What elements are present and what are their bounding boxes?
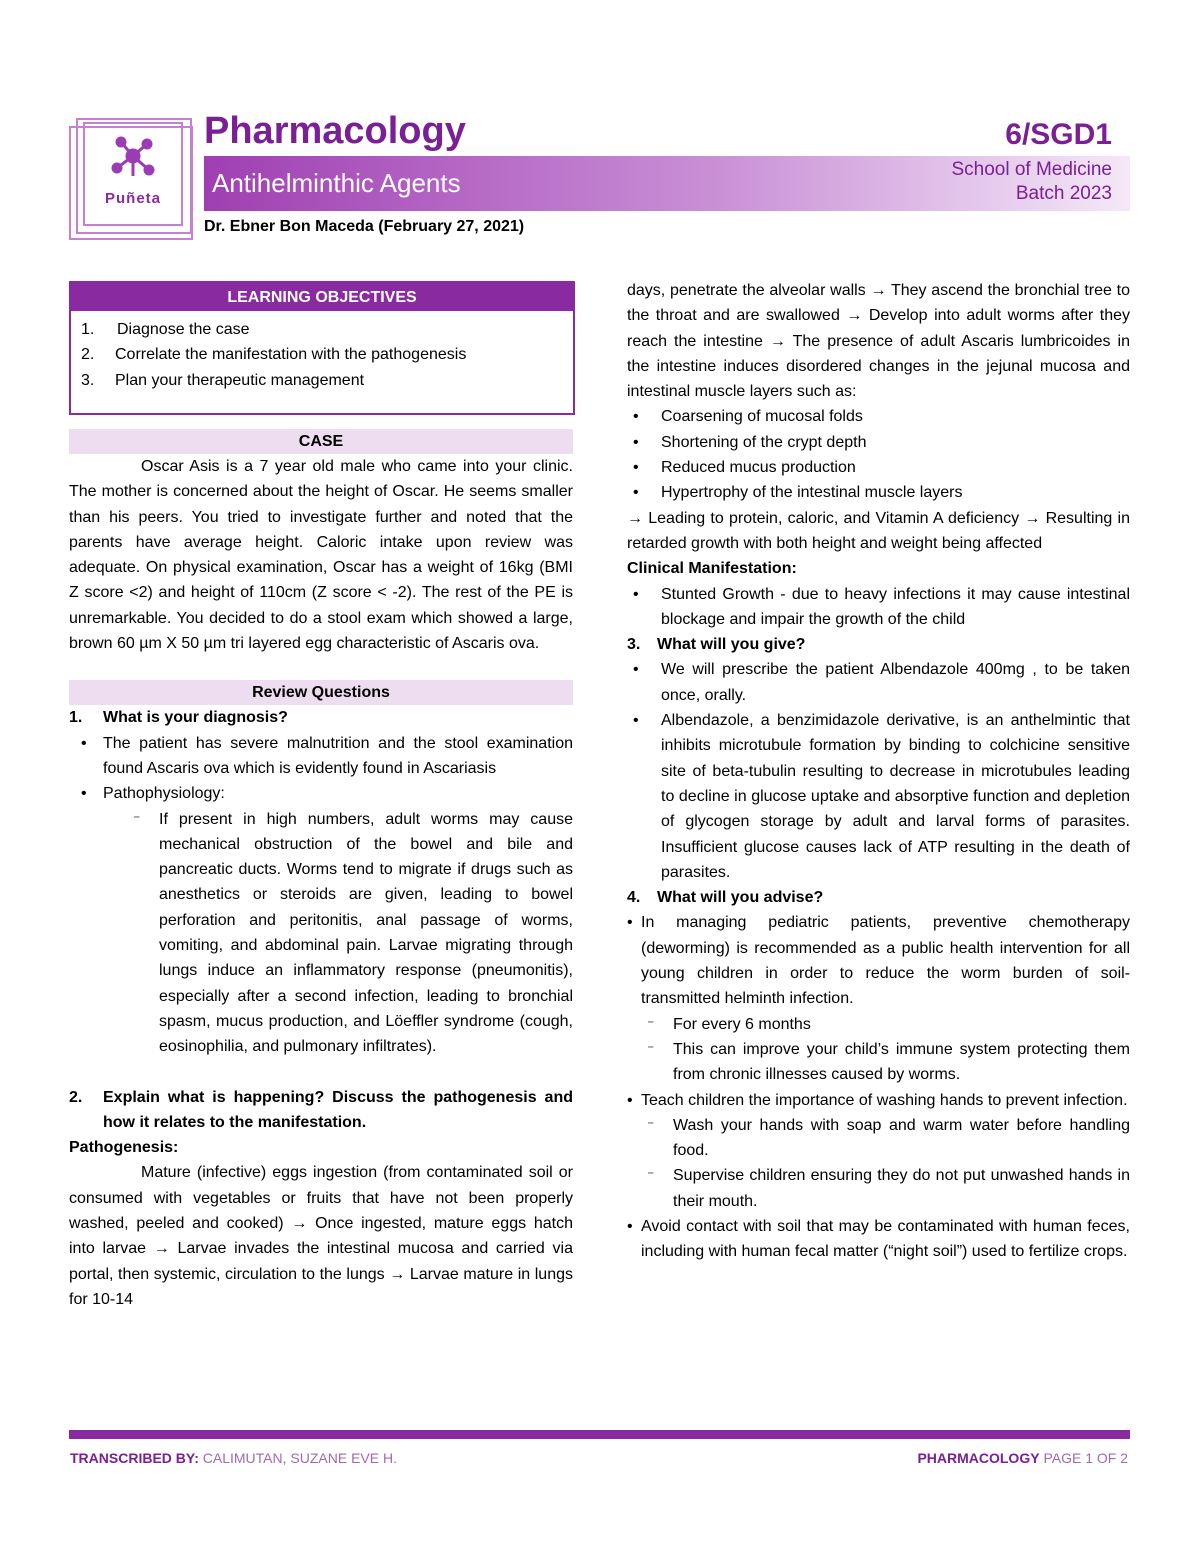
school-name: School of Medicine <box>951 159 1112 180</box>
question-text: What will you give? <box>657 636 806 654</box>
review-heading: Review Questions <box>69 680 573 705</box>
question-number: 2. <box>69 1088 83 1106</box>
bullet: • <box>633 484 639 502</box>
objective-number: 2. <box>81 346 95 364</box>
page-number: PAGE 1 OF 2 <box>1043 1450 1128 1466</box>
list-item <box>627 480 1130 505</box>
pathogenesis-label: Pathogenesis: <box>69 1139 179 1157</box>
bullet: • <box>633 408 639 426</box>
logo-text: Puñeta <box>104 190 161 207</box>
bullet: • <box>81 785 87 803</box>
answer-text: The patient has severe malnutrition and the stool examination found Ascaris ova which is evidently found in Ascariasis <box>103 734 573 777</box>
case-text: Oscar Asis is a 7 year old male who came into your clinic. The mother is concerned about the height of Oscar. He seems smaller than his peers. You tried to investigate further and noted that the parents have average height. Caloric intake upon review was adequate. On physical examination, Oscar has a weight of 16kg (BMI Z score <2) and height of 110cm (Z score < -2). The rest of the PE is unremarkable. You decided to do a stool exam which showed a large, brown 60 µm X 50 µm tri layered egg characteristic of Ascaris ova. <box>69 458 573 653</box>
dash-bullet: ⁻ <box>133 810 141 827</box>
advice-text: In managing pediatric patients, preventive chemotherapy (deworming) is recommended as a public health intervention for all young children in order to reduce the worm burden of soil-transmitted helminth infection. <box>641 914 1130 1008</box>
bullet: • <box>633 459 639 477</box>
change-text: Coarsening of mucosal folds <box>661 408 863 426</box>
list-item <box>69 807 573 1060</box>
objective-item <box>81 368 573 393</box>
course-code: 6/SGD1 <box>1005 118 1112 151</box>
advice-text: Teach children the importance of washing hands to prevent infection. <box>641 1091 1128 1109</box>
list-item <box>627 582 1130 633</box>
answer-text: Pathophysiology: <box>103 785 225 803</box>
bullet: • <box>633 585 639 603</box>
advice-sub-text: For every 6 months <box>673 1015 811 1033</box>
question-2 <box>69 1085 573 1136</box>
advice-sub-text: Wash your hands with soap and warm water before handling food. <box>673 1116 1130 1160</box>
list-item <box>627 657 1130 708</box>
list-item <box>627 910 1130 1011</box>
question-text: What is your diagnosis? <box>103 709 288 727</box>
advice-text: Avoid contact with soil that may be contaminated with human feces, including with human fecal matter (“night soil”) used to fertilize crops. <box>641 1217 1130 1261</box>
list-item <box>627 1088 1130 1113</box>
objectives-list <box>71 311 573 393</box>
right-column <box>627 278 1130 1265</box>
dash-bullet: ⁻ <box>647 1015 655 1032</box>
question-number: 1. <box>69 709 83 727</box>
list-item <box>627 1214 1130 1265</box>
pathophysiology-text: If present in high numbers, adult worms may cause mechanical obstruction of the bowel and bile and pancreatic ducts. Worms tend to migrate if drugs such as anesthetics or steroids are given, leading to bowel perforation and peritonitis, anal passage of worms, vomiting, and abdominal pain. Larvae migrating through lungs induce an inflammatory response (pneumonitis), especially after a second infection, leading to bronchial spasm, mucus production, and Löeffler syndrome (cough, eosinophilia, and pulmonary infiltrates). <box>159 810 573 1056</box>
dash-bullet: ⁻ <box>647 1116 655 1133</box>
footer-transcriber <box>70 1450 397 1466</box>
bullet: • <box>627 1091 633 1109</box>
advice-sub-text: Supervise children ensuring they do not put unwashed hands in their mouth. <box>673 1167 1130 1210</box>
footer-course: PHARMACOLOGY <box>917 1450 1040 1466</box>
question-4 <box>627 885 1130 910</box>
clinical-label: Clinical Manifestation: <box>627 560 797 578</box>
answer-text: We will prescribe the patient Albendazole 400mg , to be taken once, orally. <box>661 661 1130 704</box>
learning-objectives-box <box>69 281 575 415</box>
list-item <box>627 1012 1130 1037</box>
list-item <box>627 430 1130 455</box>
objective-item <box>81 317 573 342</box>
objective-text: Diagnose the case <box>117 321 250 338</box>
question-number: 3. <box>627 636 641 654</box>
answer-text: Albendazole, a benzimidazole derivative, is an anthelmintic that inhibits microtubule formation by binding to colchicine sensitive site of beta-tubulin resulting to decrease in microtubules leading to decline in glucose uptake and absorptive function and depletion of glycogen storage by adult and larval forms of parasites. Insufficient glucose causes lack of ATP resulting in the death of parasites. <box>661 712 1130 881</box>
change-text: Shortening of the crypt depth <box>661 433 867 451</box>
school-info <box>951 158 1112 206</box>
dash-bullet: ⁻ <box>647 1167 655 1184</box>
change-text: Reduced mucus production <box>661 459 856 477</box>
question-3 <box>627 632 1130 657</box>
objective-item <box>81 342 573 367</box>
molecule-icon <box>85 126 181 186</box>
bullet: • <box>633 712 639 730</box>
bullet: • <box>633 433 639 451</box>
bullet: • <box>633 661 639 679</box>
clinical-text: Stunted Growth - due to heavy infections it may cause intestinal blockage and impair the growth of the child <box>661 585 1130 628</box>
objective-text: Correlate the manifestation with the pathogenesis <box>115 346 467 364</box>
question-text: Explain what is happening? Discuss the pathogenesis and how it relates to the manifestation. <box>103 1088 573 1131</box>
change-text: Hypertrophy of the intestinal muscle layers <box>661 484 963 502</box>
advice-sub-text: This can improve your child’s immune system protecting them from chronic illnesses caused by worms. <box>673 1040 1130 1084</box>
logo <box>83 122 183 226</box>
list-item <box>627 1163 1130 1214</box>
list-item <box>627 1037 1130 1088</box>
list-item <box>69 781 573 806</box>
bullet: • <box>81 734 87 752</box>
list-item <box>627 708 1130 885</box>
case-heading: CASE <box>69 429 573 454</box>
question-1 <box>69 705 573 730</box>
pathogenesis-continued: days, penetrate the alveolar walls → They ascend the bronchial tree to the throat and are swallowed → Develop into adult worms after they reach the intestine → The presence of adult Ascaris lumbricoides in the intestine induces disordered changes in the jejunal mucosa and intestinal muscle layers such as: <box>627 282 1130 401</box>
objective-number: 1. <box>81 321 95 338</box>
page-subtitle: Antihelminthic Agents <box>212 168 461 198</box>
leading-text: → Leading to protein, caloric, and Vitamin A deficiency → Resulting in retarded growth with both height and weight being affected <box>627 509 1130 552</box>
footer-page <box>917 1450 1128 1466</box>
list-item <box>627 455 1130 480</box>
batch: Batch 2023 <box>1015 183 1112 204</box>
objective-number: 3. <box>81 371 95 389</box>
list-item <box>69 731 573 782</box>
left-column <box>69 429 573 1312</box>
bullet: • <box>627 914 633 932</box>
dash-bullet: ⁻ <box>647 1040 655 1057</box>
footer-divider <box>69 1430 1130 1439</box>
question-text: What will you advise? <box>657 889 824 907</box>
learning-objectives-heading: LEARNING OBJECTIVES <box>71 283 573 311</box>
footer-transcriber-label: TRANSCRIBED BY: <box>70 1450 199 1466</box>
list-item <box>627 1113 1130 1164</box>
bullet: • <box>627 1217 633 1235</box>
pathogenesis-text: Mature (infective) eggs ingestion (from contaminated soil or consumed with vegetables or fruits that have not been properly washed, peeled and cooked) → Once ingested, mature eggs hatch into larvae → Larvae invades the intestinal mucosa and carried via portal, then systemic, circulation to the lungs → Larvae mature in lungs for 10-14 <box>69 1164 573 1308</box>
objective-text: Plan your therapeutic management <box>115 371 365 389</box>
footer-transcriber-name: CALIMUTAN, SUZANE EVE H. <box>202 1450 397 1466</box>
author-line: Dr. Ebner Bon Maceda (February 27, 2021) <box>204 218 525 235</box>
page-title: Pharmacology <box>204 110 466 152</box>
question-number: 4. <box>627 889 641 907</box>
list-item <box>627 404 1130 429</box>
